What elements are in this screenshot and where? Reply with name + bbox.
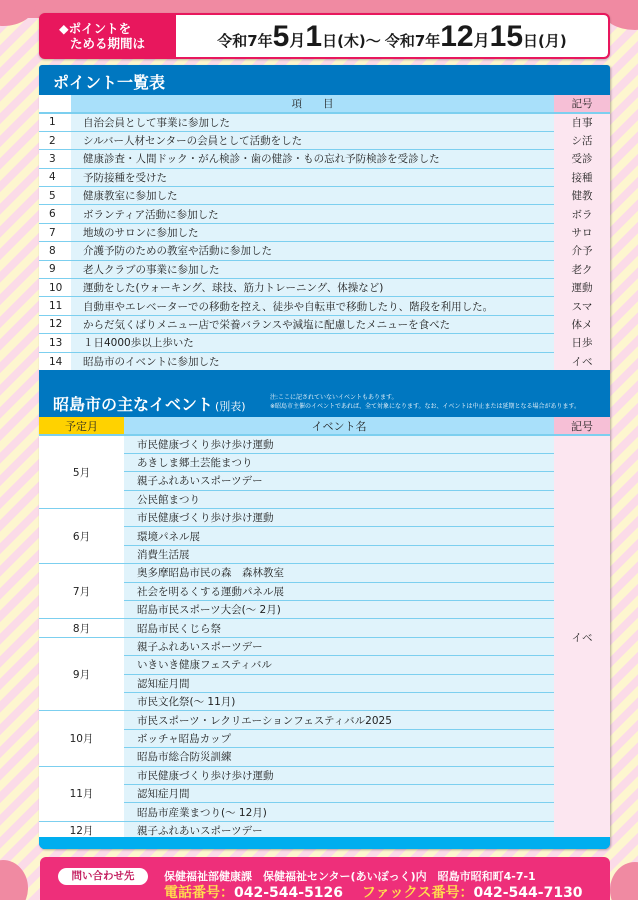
events-table-row (39, 490, 610, 508)
points-table-header (39, 95, 610, 113)
event-name: あきしま郷土芸能まつり (124, 453, 554, 471)
row-code: 体メ (554, 315, 610, 333)
events-table-row (39, 692, 610, 710)
row-item: 介護予防のための教室や活動に参加した (71, 242, 554, 260)
row-code: 自事 (554, 113, 610, 131)
day-unit: 日 (322, 32, 338, 50)
event-name: 市民健康づくり歩け歩け運動 (124, 766, 554, 784)
event-month: 8月 (39, 619, 124, 637)
event-header: イベント名 (124, 417, 554, 435)
points-table-row (39, 297, 610, 315)
points-table-row (39, 187, 610, 205)
decor-cloud (610, 862, 638, 900)
event-month: 12月 (39, 821, 124, 839)
fax-label: ファックス番号： (361, 885, 474, 900)
event-name: いきいき健康フェスティバル (124, 656, 554, 674)
events-table-row (39, 748, 610, 766)
row-code: スマ (554, 297, 610, 315)
row-item: シルバー人材センターの会員として活動をした (71, 131, 554, 149)
period-label (41, 15, 176, 57)
row-code: 健教 (554, 187, 610, 205)
point-period-banner (39, 13, 610, 59)
event-name: 認知症月間 (124, 784, 554, 802)
fax-number: 042-544-7130 (473, 885, 583, 900)
row-number: 9 (39, 260, 71, 278)
events-note-2: ※昭島市主催のイベントであれば、全て対象になります。なお、イベントは中止または延期となる場合があります。 (270, 403, 581, 410)
events-subtitle: (別表) (215, 400, 246, 413)
event-month: 9月 (39, 637, 124, 711)
event-name: 親子ふれあいスポーツデー (124, 472, 554, 490)
row-number: 11 (39, 297, 71, 315)
panel-bottom-bar (39, 837, 610, 849)
points-table-row (39, 279, 610, 297)
row-item: 予防接種を受けた (71, 168, 554, 186)
row-number: 5 (39, 187, 71, 205)
events-table-row (39, 453, 610, 471)
row-item: 健康教室に参加した (71, 187, 554, 205)
period-label-line2: ためる期間は (70, 36, 146, 51)
contact-numbers (164, 882, 583, 900)
events-table-row (39, 564, 610, 582)
event-name: 昭島市総合防災訓練 (124, 748, 554, 766)
points-table-row (39, 223, 610, 241)
row-item: 自動車やエレベーターでの移動を控え、徒歩や自転車で移動したり、階段を利用した。 (71, 297, 554, 315)
row-number: 6 (39, 205, 71, 223)
points-section-title: ポイント一覧表 (53, 73, 166, 92)
events-table-row (39, 619, 610, 637)
events-table-row (39, 637, 610, 655)
events-title-text: 昭島市の主なイベント (53, 395, 214, 414)
event-month: 11月 (39, 766, 124, 821)
points-table-row (39, 113, 610, 131)
row-item: 自治会員として事業に参加した (71, 113, 554, 131)
event-name: 市民文化祭(～ 11月) (124, 692, 554, 710)
points-table (39, 95, 610, 370)
row-number: 3 (39, 150, 71, 168)
month-unit: 月 (473, 31, 490, 50)
phone-number[interactable]: 042-544-5126 (234, 885, 344, 900)
points-table-row (39, 260, 610, 278)
points-table-row (39, 205, 610, 223)
row-item: １日4000歩以上歩いた (71, 334, 554, 352)
start-era: 令和7年 (217, 32, 273, 50)
events-table-row (39, 784, 610, 802)
row-code: 受診 (554, 150, 610, 168)
row-code: 老ク (554, 260, 610, 278)
month-header: 予定月 (39, 417, 124, 435)
row-code: サロ (554, 223, 610, 241)
points-table-row (39, 334, 610, 352)
events-table-row (39, 527, 610, 545)
day-unit: 日 (523, 32, 539, 50)
row-number: 8 (39, 242, 71, 260)
row-code: シ活 (554, 131, 610, 149)
row-code: 日歩 (554, 334, 610, 352)
events-table-row (39, 674, 610, 692)
row-code: 接種 (554, 168, 610, 186)
decor-cloud (0, 860, 28, 900)
start-weekday: (木) (337, 32, 366, 50)
row-number: 2 (39, 131, 71, 149)
events-table-header (39, 417, 610, 435)
row-code: 運動 (554, 279, 610, 297)
end-era: 令和7年 (384, 32, 441, 50)
decor-cloud (0, 0, 36, 26)
row-item: 昭島市のイベントに参加した (71, 352, 554, 370)
row-code: イベ (554, 352, 610, 370)
month-unit: 月 (289, 31, 306, 50)
code-header: 記号 (554, 417, 610, 435)
events-table-row (39, 656, 610, 674)
code-header: 記号 (554, 95, 610, 113)
event-name: 親子ふれあいスポーツデー (124, 821, 554, 839)
event-name: 奥多摩昭島市民の森 森林教室 (124, 564, 554, 582)
event-name: 昭島市民スポーツ大会(～ 2月) (124, 601, 554, 619)
event-name: 市民健康づくり歩け歩け運動 (124, 509, 554, 527)
row-number: 14 (39, 352, 71, 370)
event-name: 親子ふれあいスポーツデー (124, 637, 554, 655)
row-code: ボラ (554, 205, 610, 223)
row-item: 健康診査・人間ドック・がん検診・歯の健診・もの忘れ予防検診を受診した (71, 150, 554, 168)
event-name: 昭島市民くじら祭 (124, 619, 554, 637)
event-name: 昭島市産業まつり(～ 12月) (124, 803, 554, 821)
points-table-row (39, 131, 610, 149)
end-day: 15 (489, 20, 524, 53)
events-note-1: 注:ここに記されていないイベントもあります。 (270, 394, 398, 401)
start-day: 1 (305, 20, 323, 53)
end-month: 12 (440, 20, 474, 53)
contact-bar (40, 857, 610, 900)
contact-badge: 問い合わせ先 (58, 868, 148, 885)
end-weekday: (月) (538, 32, 567, 50)
row-item: 老人クラブの事業に参加した (71, 260, 554, 278)
points-table-row (39, 315, 610, 333)
event-month: 6月 (39, 509, 124, 564)
event-month: 7月 (39, 564, 124, 619)
contact-address: 保健福祉部健康課 保健福祉センター(あいぽっく)内 昭島市昭和町4-7-1 (164, 870, 536, 883)
events-table-row (39, 435, 610, 453)
event-name: ボッチャ昭島カップ (124, 729, 554, 747)
row-code: 介予 (554, 242, 610, 260)
events-table-row (39, 601, 610, 619)
events-table-row (39, 766, 610, 784)
events-table-row (39, 803, 610, 821)
events-section-title (53, 392, 246, 415)
num-header (39, 95, 71, 113)
start-month: 5 (272, 20, 290, 53)
row-number: 13 (39, 334, 71, 352)
period-label-line1: ◆ポイントを (59, 21, 132, 36)
event-name: 環境パネル展 (124, 527, 554, 545)
points-table-row (39, 150, 610, 168)
period-dates (176, 15, 608, 57)
row-item: からだ気くばりメニュー店で栄養バランスや減塩に配慮したメニューを食べた (71, 315, 554, 333)
row-item: ボランティア活動に参加した (71, 205, 554, 223)
row-item: 地域のサロンに参加した (71, 223, 554, 241)
event-name: 市民健康づくり歩け歩け運動 (124, 435, 554, 453)
event-name: 公民館まつり (124, 490, 554, 508)
row-number: 4 (39, 168, 71, 186)
events-table-row (39, 711, 610, 729)
event-month: 10月 (39, 711, 124, 766)
points-table-row (39, 352, 610, 370)
event-name: 社会を明るくする運動パネル展 (124, 582, 554, 600)
date-separator: ～ (365, 32, 381, 50)
events-table-row (39, 509, 610, 527)
item-header: 項 目 (71, 95, 554, 113)
phone-label: 電話番号： (164, 885, 234, 900)
events-table-row (39, 729, 610, 747)
row-number: 10 (39, 279, 71, 297)
events-table-row (39, 472, 610, 490)
row-item: 運動をした(ウォーキング、球技、筋力トレーニング、体操など) (71, 279, 554, 297)
events-notes (270, 393, 580, 411)
event-month: 5月 (39, 435, 124, 509)
events-table (39, 417, 610, 840)
row-number: 1 (39, 113, 71, 131)
event-name: 消費生活展 (124, 545, 554, 563)
event-name: 市民スポーツ・レクリエーションフェスティバル2025 (124, 711, 554, 729)
row-number: 7 (39, 223, 71, 241)
event-code: イベ (554, 435, 610, 840)
event-name: 認知症月間 (124, 674, 554, 692)
events-table-row (39, 582, 610, 600)
points-table-row (39, 242, 610, 260)
row-number: 12 (39, 315, 71, 333)
main-panel (39, 65, 610, 849)
events-table-row (39, 545, 610, 563)
points-table-row (39, 168, 610, 186)
